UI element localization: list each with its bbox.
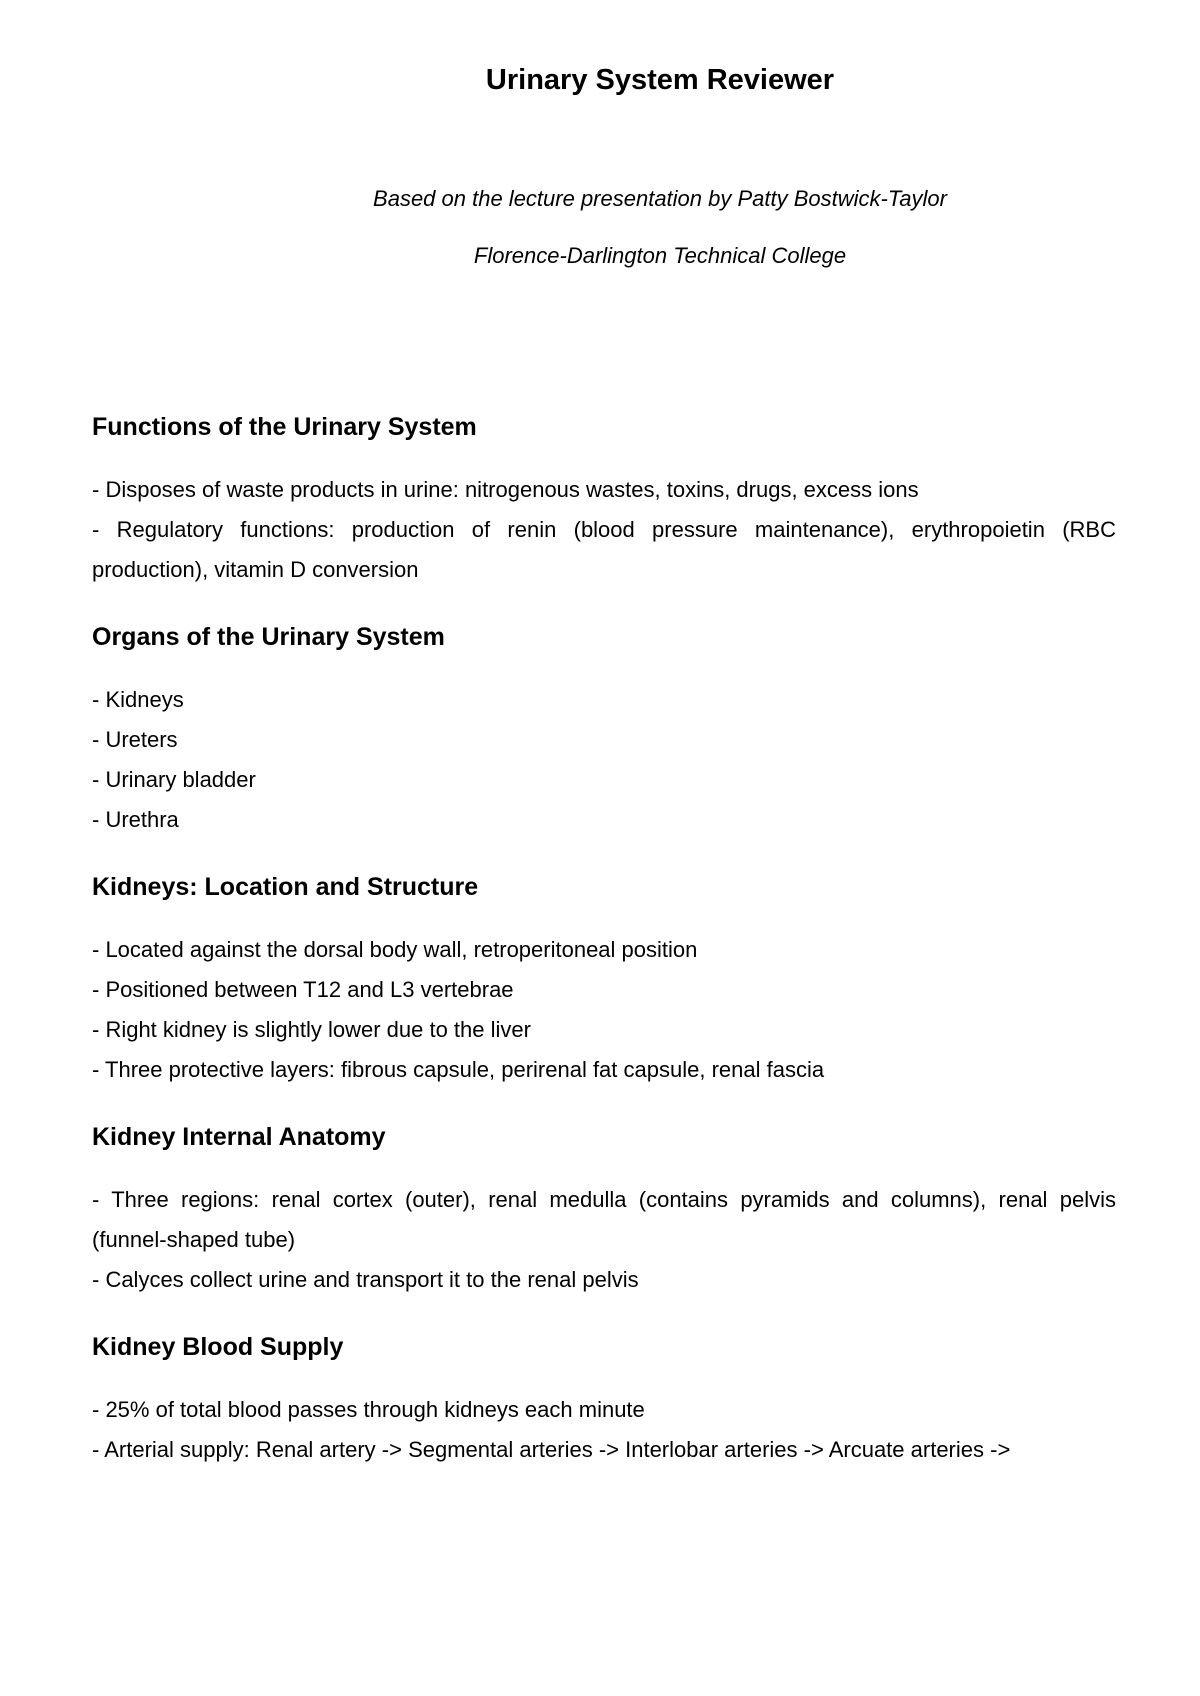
section-organs xyxy=(92,620,1116,840)
bullet-list xyxy=(92,1390,1116,1470)
section-heading: Kidney Blood Supply xyxy=(92,1333,344,1361)
document-subtitle-lecture: Based on the lecture presentation by Patty Bostwick-Taylor xyxy=(373,186,947,211)
bullet-list xyxy=(92,1180,1116,1300)
list-item: - Regulatory functions: production of renin (blood pressure maintenance), erythropoietin (RBC production), vitamin D conversion xyxy=(92,517,1116,582)
list-item: - Ureters xyxy=(92,727,178,752)
bullet-list xyxy=(92,470,1116,590)
section-heading: Organs of the Urinary System xyxy=(92,623,445,651)
list-item: - 25% of total blood passes through kidneys each minute xyxy=(92,1397,645,1422)
document-title: Urinary System Reviewer xyxy=(485,64,835,96)
list-item: - Three regions: renal cortex (outer), renal medulla (contains pyramids and columns), renal pelvis (funnel-shaped tube) xyxy=(92,1187,1116,1252)
section-blood-supply xyxy=(92,1330,1116,1470)
document-subtitle-college: Florence-Darlington Technical College xyxy=(473,243,847,268)
list-item: - Located against the dorsal body wall, retroperitoneal position xyxy=(92,937,698,962)
list-item: - Arterial supply: Renal artery -> Segmental arteries -> Interlobar arteries -> Arcuate arteries -> xyxy=(92,1437,1011,1462)
bullet-list xyxy=(92,930,1116,1090)
section-heading: Functions of the Urinary System xyxy=(92,413,477,441)
section-internal-anatomy xyxy=(92,1120,1116,1300)
section-heading: Kidney Internal Anatomy xyxy=(92,1123,386,1151)
bullet-list xyxy=(92,680,1116,840)
list-item: - Calyces collect urine and transport it to the renal pelvis xyxy=(92,1267,639,1292)
list-item: - Kidneys xyxy=(92,687,184,712)
list-item: - Positioned between T12 and L3 vertebrae xyxy=(92,977,514,1002)
section-heading: Kidneys: Location and Structure xyxy=(92,873,479,901)
list-item: - Urethra xyxy=(92,807,179,832)
list-item: - Disposes of waste products in urine: nitrogenous wastes, toxins, drugs, excess ions xyxy=(92,477,919,502)
list-item: - Urinary bladder xyxy=(92,767,256,792)
list-item: - Right kidney is slightly lower due to the liver xyxy=(92,1017,531,1042)
list-item: - Three protective layers: fibrous capsule, perirenal fat capsule, renal fascia xyxy=(92,1057,825,1082)
section-kidney-location xyxy=(92,870,1116,1090)
section-functions xyxy=(92,410,1116,590)
document-body xyxy=(92,410,1116,1500)
